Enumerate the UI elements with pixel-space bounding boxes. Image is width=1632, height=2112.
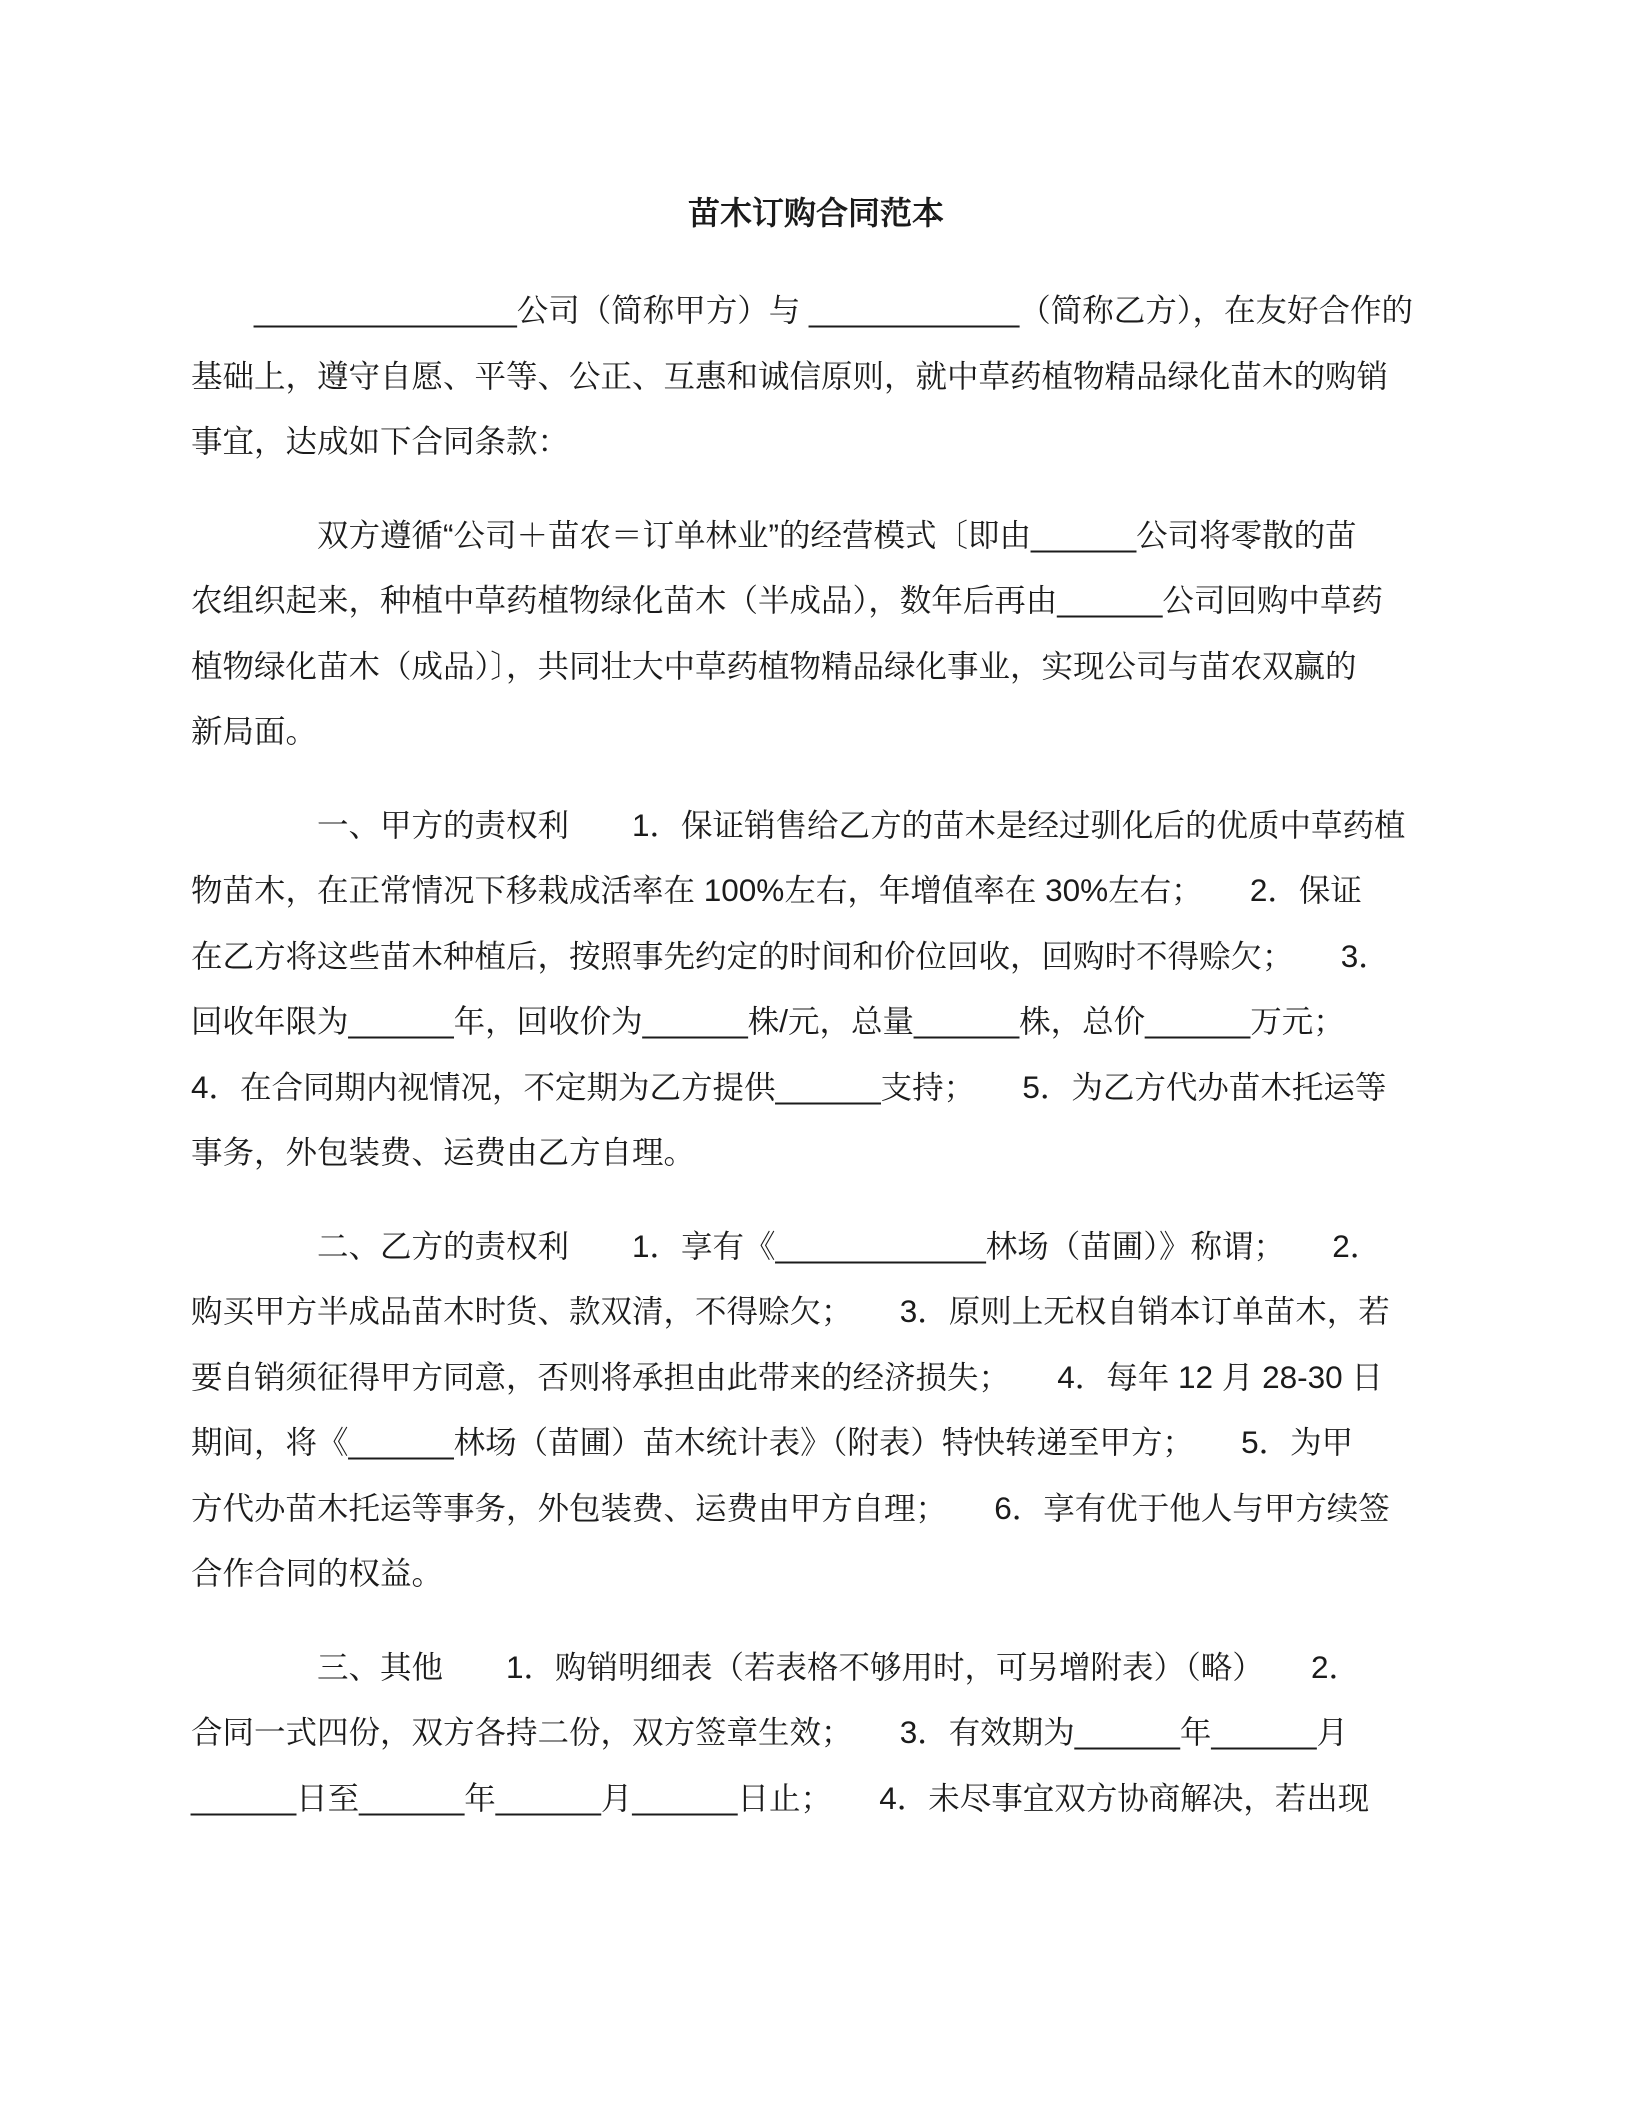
paragraph-party-b-rights: [191, 1214, 1417, 1607]
paragraph-3-line-1: 一、甲方的责权利 1．保证销售给乙方的苗木是经过驯化后的优质中草药植: [317, 806, 1406, 843]
paragraph-1-line-1: _______________公司（简称甲方）与 ____________（简称乙方），在友好合作的: [254, 292, 1414, 328]
paragraph-3-line-2: 物苗木，在正常情况下移栽成活率在 100%左右，年增值率在 30%左右； 2．保证: [191, 872, 1362, 908]
document-title: 苗木订购合同范本: [687, 195, 944, 231]
paragraph-4-line-3: 要自销须征得甲方同意，否则将承担由此带来的经济损失； 4．每年 12 月 28-30 日: [191, 1358, 1383, 1395]
paragraph-3-line-4: 回收年限为______年，回收价为______株/元，总量______株，总价______万元；: [191, 1003, 1345, 1039]
paragraph-4-line-2: 购买甲方半成品苗木时货、款双清，不得赊欠； 3．原则上无权自销本订单苗木，若: [191, 1293, 1390, 1329]
document-body: [191, 278, 1417, 1831]
paragraph-3-line-5: 4．在合同期内视情况，不定期为乙方提供______支持； 5．为乙方代办苗木托运等: [191, 1068, 1387, 1105]
paragraph-4-line-5: 方代办苗木托运等事务，外包装费、运费由甲方自理； 6．享有优于他人与甲方续签: [191, 1489, 1390, 1526]
paragraph-3-line-6: 事务，外包装费、运费由乙方自理。: [191, 1134, 696, 1170]
paragraph-intro: [191, 278, 1417, 475]
paragraph-party-a-rights: [191, 793, 1417, 1186]
paragraph-2-line-3: 植物绿化苗木（成品）〕，共同壮大中草药植物精品绿化事业，实现公司与苗农双赢的: [191, 647, 1357, 684]
paragraph-other-terms: [191, 1635, 1417, 1832]
paragraph-4-line-1: 二、乙方的责权利 1．享有《____________林场（苗圃）》称谓； 2．: [317, 1227, 1382, 1264]
paragraph-5-line-1: 三、其他 1．购销明细表（若表格不够用时，可另增附表）（略） 2．: [317, 1648, 1361, 1685]
paragraph-4-line-6: 合作合同的权益。: [191, 1555, 444, 1591]
paragraph-3-line-3: 在乙方将这些苗木种植后，按照事先约定的时间和价位回收，回购时不得赊欠； 3．: [191, 937, 1390, 974]
paragraph-4-line-4: 期间，将《______林场（苗圃）苗木统计表》（附表）特快转递至甲方； 5．为甲: [191, 1424, 1354, 1460]
paragraph-5-line-2: 合同一式四份，双方各持二份，双方签章生效； 3．有效期为______年______月: [191, 1714, 1348, 1750]
paragraph-1-line-2: 基础上，遵守自愿、平等、公正、互惠和诚信原则，就中草药植物精品绿化苗木的购销: [191, 357, 1389, 394]
paragraph-2-line-4: 新局面。: [191, 713, 318, 749]
paragraph-1-line-3: 事宜，达成如下合同条款：: [191, 423, 570, 459]
paragraph-2-line-1: 双方遵循“公司＋苗农＝订单林业”的经营模式〔即由______公司将零散的苗: [317, 516, 1357, 553]
paragraph-business-model: [191, 503, 1417, 765]
paragraph-5-line-3: ______日至______年______月______日止； 4．未尽事宜双方协商解决，若出现: [191, 1779, 1370, 1816]
paragraph-2-line-2: 农组织起来，种植中草药植物绿化苗木（半成品），数年后再由______公司回购中草药: [191, 582, 1383, 618]
